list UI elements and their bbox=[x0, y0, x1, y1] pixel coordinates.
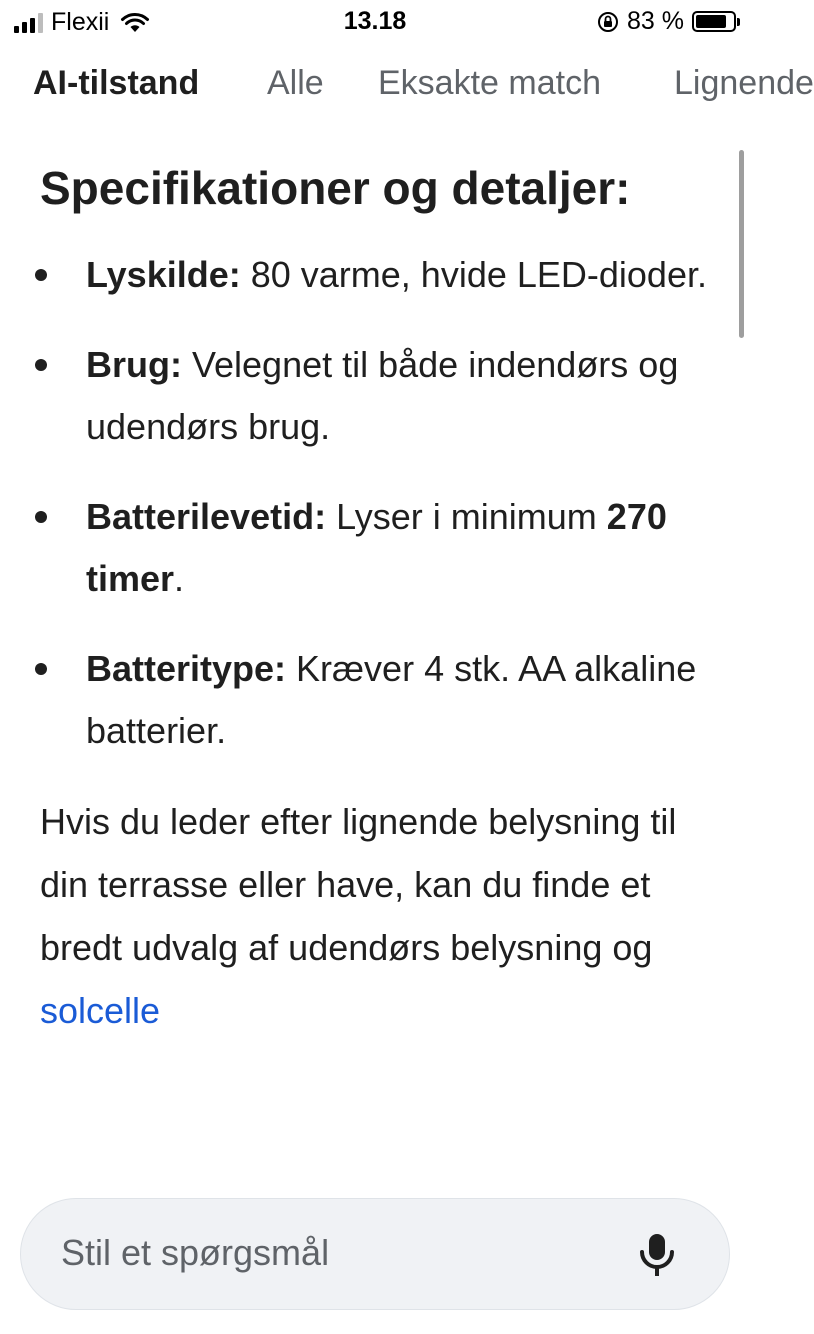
spec-text: Velegnet til både indendørs og udendørs brug. bbox=[86, 344, 679, 447]
spec-label: Brug: bbox=[86, 344, 182, 385]
solar-link[interactable]: solcelle bbox=[40, 990, 161, 1031]
answer-paragraph bbox=[40, 790, 710, 1042]
section-heading: Specifikationer og detaljer: bbox=[40, 162, 631, 214]
carrier-name: Flexii bbox=[51, 8, 110, 36]
search-mode-tabs bbox=[0, 64, 814, 114]
bullet-icon bbox=[35, 269, 47, 281]
spec-text: 80 varme, hvide LED-dioder. bbox=[240, 254, 707, 295]
spec-text-end: . bbox=[174, 558, 185, 599]
spec-strong: 270 timer bbox=[86, 496, 667, 599]
bullet-icon bbox=[35, 359, 47, 371]
battery-percent: 83 % bbox=[627, 7, 684, 35]
tab-ai-mode[interactable]: AI-tilstand bbox=[33, 64, 200, 102]
ai-answer-content bbox=[40, 150, 710, 1180]
list-item bbox=[40, 334, 710, 458]
spec-text: Kræver 4 stk. AA alkaline batterier. bbox=[86, 648, 697, 751]
microphone-icon[interactable] bbox=[637, 1232, 677, 1278]
ask-input[interactable]: Stil et spørgsmål bbox=[61, 1232, 330, 1273]
spec-label: Batteritype: bbox=[86, 648, 287, 689]
status-time: 13.18 bbox=[343, 7, 407, 35]
scrollbar[interactable] bbox=[739, 150, 744, 338]
orientation-lock-icon bbox=[597, 11, 619, 33]
list-item bbox=[40, 486, 710, 610]
bullet-icon bbox=[35, 511, 47, 523]
spec-text: Lyser i minimum bbox=[326, 496, 607, 537]
ask-input-bar[interactable] bbox=[20, 1198, 730, 1310]
paragraph-text: Hvis du leder efter lignende belysning til din terrasse eller have, kan du finde et bredt udvalg af udendørs belysning og bbox=[40, 801, 677, 968]
spec-label: Lyskilde: bbox=[86, 254, 241, 295]
tab-exact-match[interactable]: Eksakte match bbox=[378, 64, 601, 102]
spec-list bbox=[40, 244, 710, 762]
tab-similar[interactable]: Lignende bbox=[674, 64, 814, 102]
status-bar bbox=[0, 0, 750, 42]
battery-icon bbox=[692, 11, 736, 32]
tab-all[interactable]: Alle bbox=[267, 64, 324, 102]
status-right bbox=[597, 7, 736, 36]
battery-fill bbox=[696, 15, 726, 28]
spec-label: Batterilevetid: bbox=[86, 496, 327, 537]
list-item bbox=[40, 638, 710, 762]
bullet-icon bbox=[35, 663, 47, 675]
list-item bbox=[40, 244, 710, 306]
